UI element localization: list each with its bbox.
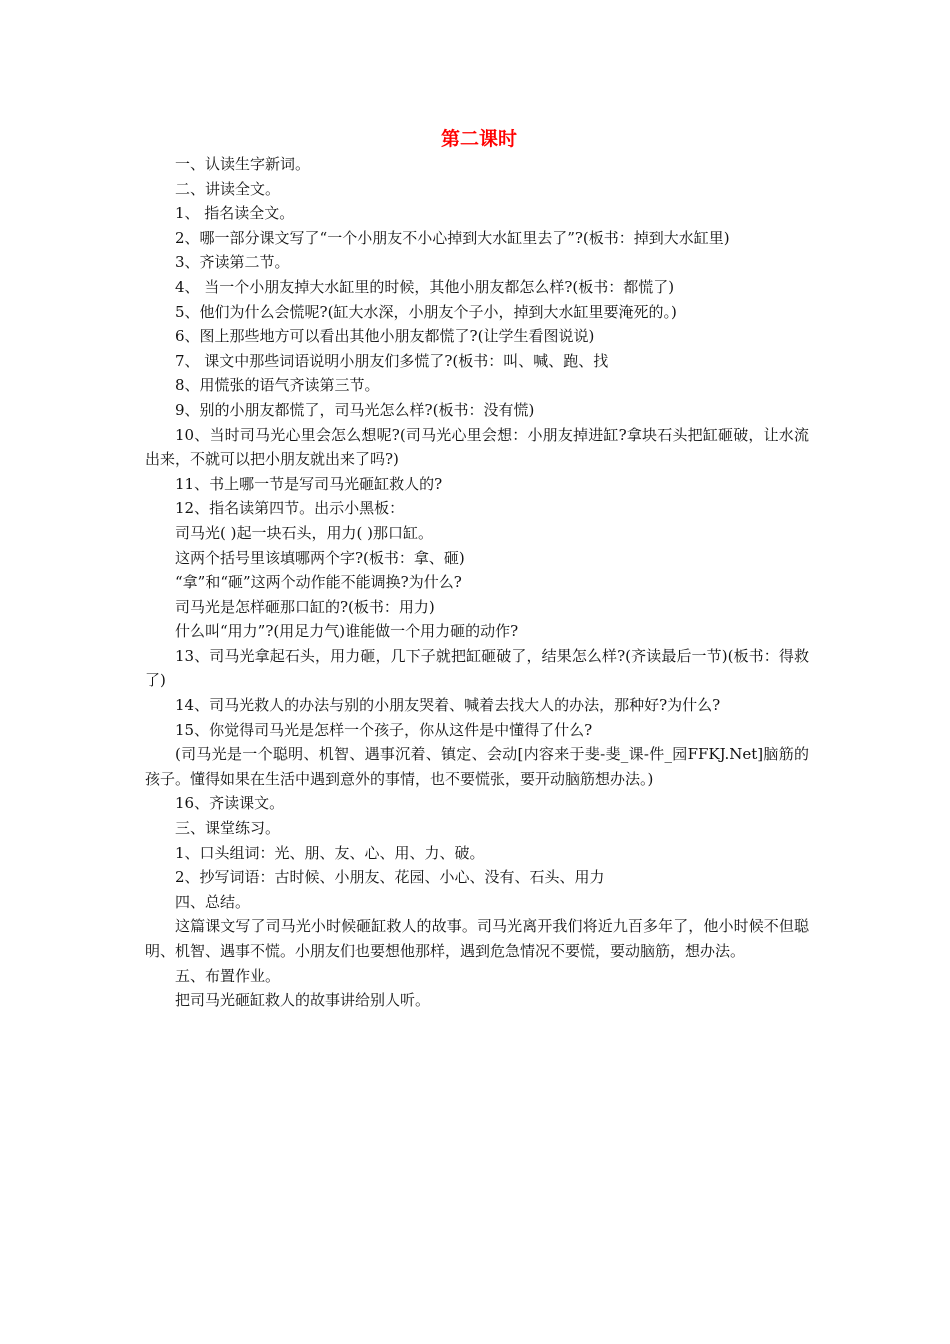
paragraph: 9、别的小朋友都慌了，司马光怎么样?(板书：没有慌) [175, 400, 535, 419]
document-body [145, 152, 809, 1013]
paragraph: 2、哪一部分课文写了“一个小朋友不小心掉到大水缸里去了”?(板书：掉到大水缸里) [175, 228, 730, 247]
paragraph: 五、布置作业。 [175, 966, 281, 985]
paragraph: 2、抄写词语：古时候、小朋友、花园、小心、没有、石头、用力 [175, 868, 605, 887]
paragraph: 二、讲读全文。 [175, 179, 281, 198]
paragraph: 一、认读生字新词。 [175, 155, 311, 173]
paragraph: 12、指名读第四节。出示小黑板： [175, 499, 405, 518]
paragraph: 这两个括号里该填哪两个字?(板书：拿、砸) [175, 548, 465, 567]
paragraph: 3、齐读第二节。 [175, 253, 290, 272]
paragraph: 司马光( )起一块石头，用力( )那口缸。 [175, 523, 433, 542]
paragraph: 8、用慌张的语气齐读第三节。 [175, 376, 380, 395]
paragraph: 16、齐读课文。 [175, 794, 285, 813]
paragraph: 1、 指名读全文。 [175, 204, 295, 223]
paragraph: 5、他们为什么会慌呢?(缸大水深，小朋友个子小，掉到大水缸里要淹死的。) [175, 302, 677, 321]
paragraph: 1、口头组词：光、朋、友、心、用、力、破。 [175, 843, 485, 862]
paragraph: 11、书上哪一节是写司马光砸缸救人的? [175, 474, 443, 493]
paragraph: 6、图上那些地方可以看出其他小朋友都慌了?(让学生看图说说) [175, 327, 595, 346]
paragraph: 三、课堂练习。 [175, 819, 281, 838]
paragraph: 7、 课文中那些词语说明小朋友们多慌了?(板书：叫、喊、跑、找 [175, 351, 609, 370]
paragraph: 司马光是怎样砸那口缸的?(板书：用力) [175, 597, 435, 616]
paragraph: 4、 当一个小朋友掉大水缸里的时候，其他小朋友都怎么样?(板书：都慌了) [175, 277, 675, 296]
paragraph: 什么叫“用力”?(用足力气)谁能做一个用力砸的动作? [175, 622, 519, 641]
paragraph: 14、司马光救人的办法与别的小朋友哭着、喊着去找大人的办法，那种好?为什么? [175, 696, 721, 715]
paragraph: 13、司马光拿起石头，用力砸，几下子就把缸砸破了，结果怎么样?(齐读最后一节)(板书：得救了) [145, 646, 809, 690]
paragraph: 四、总结。 [175, 892, 251, 911]
paragraph: “拿”和“砸”这两个动作能不能调换?为什么? [175, 573, 462, 592]
paragraph: (司马光是一个聪明、机智、遇事沉着、镇定、会动[内容来于斐-斐_课-件_园FFKJ.Net]脑筋的孩子。懂得如果在生活中遇到意外的事情，也不要慌张，要开动脑筋想办法。) [145, 745, 809, 788]
paragraph: 把司马光砸缸救人的故事讲给别人听。 [175, 991, 431, 1010]
paragraph: 这篇课文写了司马光小时候砸缸救人的故事。司马光离开我们将近九百多年了，他小时候不但聪明、机智、遇事不慌。小朋友们也要想他那样，遇到危急情况不要慌，要动脑筋，想办法。 [145, 917, 809, 960]
paragraph: 15、你觉得司马光是怎样一个孩子，你从这件是中懂得了什么? [175, 720, 593, 739]
document-title: 第二课时 [440, 128, 517, 150]
paragraph: 10、当时司马光心里会怎么想呢?(司马光心里会想：小朋友掉进缸?拿块石头把缸砸破，让水流出来，不就可以把小朋友就出来了吗?) [145, 425, 809, 469]
document-page [145, 126, 809, 1013]
